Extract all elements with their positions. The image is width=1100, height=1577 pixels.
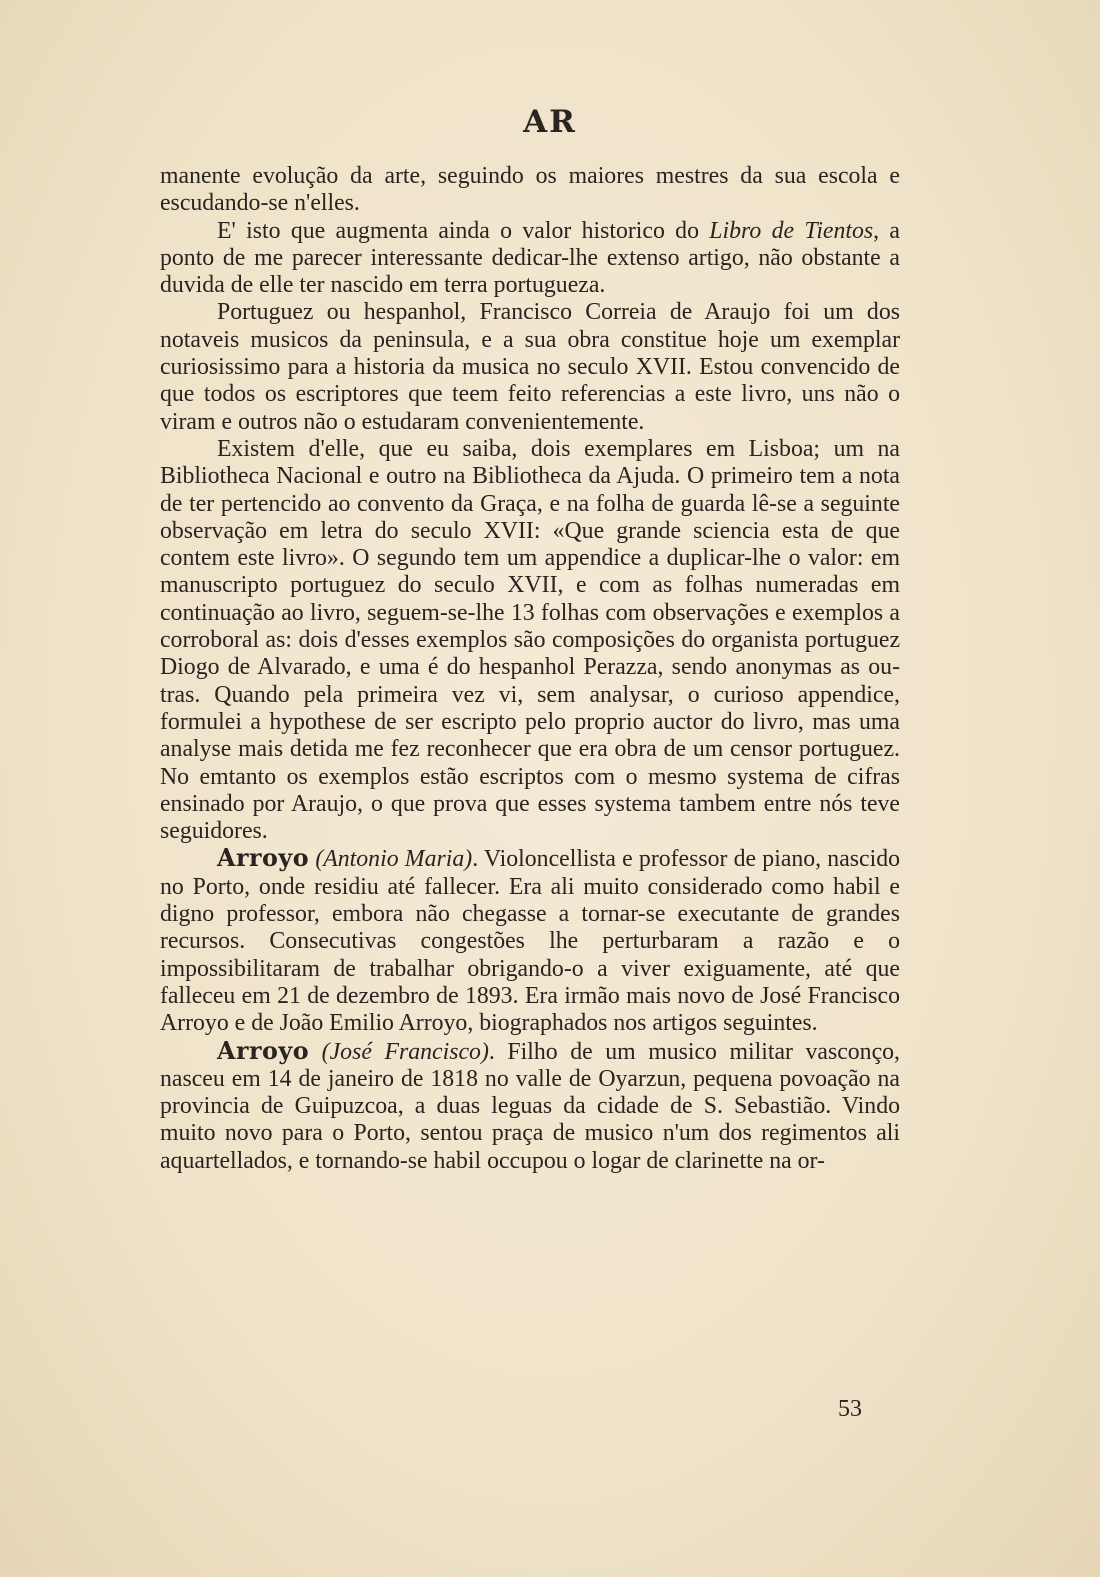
entry-headword: Arroyo (217, 844, 310, 873)
paragraph (160, 299, 900, 435)
text-run: E' isto que augmenta ainda o valor historico do (217, 217, 710, 244)
text-run: . Filho de um musico militar vasconço, nasceu em 14 de janeiro de 1818 no valle de Oyarzun, pequena povoação na provincia de Guipuzcoa, a duas leguas da cidade de S. Sebastião. Vindo muito novo para o Porto, sentou praça de musico n'um dos regimentos ali aquartellados, e tornando-se habil occupou o logar de clarinette na or- (160, 1038, 900, 1174)
text-run: Portuguez ou hespanhol, Francisco Correia de Araujo foi um dos notaveis musicos da peninsula, e a sua obra constitue hoje um exemplar curiosissimo para a historia da musica no seculo XVII. Estou convencido de que todos os escriptores que teem feito referencias a este livro, uns não o viram e outros não o estudaram convenientemente. (160, 299, 900, 435)
italic-text: (Antonio Maria) (309, 846, 473, 873)
text-run: manente evolução da arte, seguindo os maiores mestres da sua escola e escudando-se n'elles. (160, 163, 900, 217)
paragraph (160, 1038, 900, 1175)
text-run: , a ponto de me parecer interessante dedicar-lhe extenso artigo, não obstante a duvida de elle ter nascido em terra portugueza. (160, 217, 900, 299)
italic-text: (José Francisco) (309, 1038, 489, 1065)
entry-headword: Arroyo (217, 1036, 310, 1065)
paragraph (160, 436, 900, 845)
paragraph (160, 845, 900, 1037)
page-number: 53 (838, 1396, 862, 1422)
text-run: . Violoncellista e professor de piano, nascido no Porto, onde residiu até fallecer. Era ali muito considerado como habil e digno professor, embora não chegasse a tornar-se executante de grandes recursos. Consecutivas congestões lhe perturbaram a razão e o impossibilitaram de trabalhar obrigando-o a viver exiguamente, até que falleceu em 21 de dezembro de 1893. Era irmão mais novo de José Francisco Arroyo e de João Emilio Arroyo, biographados nos artigos seguintes. (160, 846, 901, 1037)
page-body-text (160, 163, 900, 1175)
italic-text: Libro de Tientos (709, 217, 874, 244)
text-run: Existem d'elle, que eu saiba, dois exemplares em Lisboa; um na Bibliotheca Nacional e outro na Bibliotheca da Ajuda. O primeiro tem a nota de ter pertencido ao convento da Graça, e na folha de guarda lê-se a seguinte observação em letra do seculo XVII: «Que grande sciencia esta de que contem este livro». O segundo tem um appendice a duplicar-lhe o valor: em manuscripto portuguez do seculo XVII, e com as folhas numeradas em continuação ao livro, seguem-se-lhe 13 folhas com observações e exemplos a corroboral as: dois d'esses exemplos são composições do organista portuguez Diogo de Alvarado, e uma é do hespanhol Perazza, sendo anonymas as outras. Quando pela primeira vez vi, sem analysar, o curioso appendice, formulei a hypothese de ser escripto pelo proprio auctor do livro, mas uma analyse mais detida me fez reconhecer que era obra de um censor portuguez. No emtanto os exemplos estão escriptos com o mesmo systema de cifras ensinado por Araujo, o que prova que esses systema tambem entre nós teve seguidores. (160, 435, 900, 845)
running-header: AR (523, 104, 577, 140)
paragraph (160, 218, 900, 300)
paragraph (160, 163, 900, 218)
